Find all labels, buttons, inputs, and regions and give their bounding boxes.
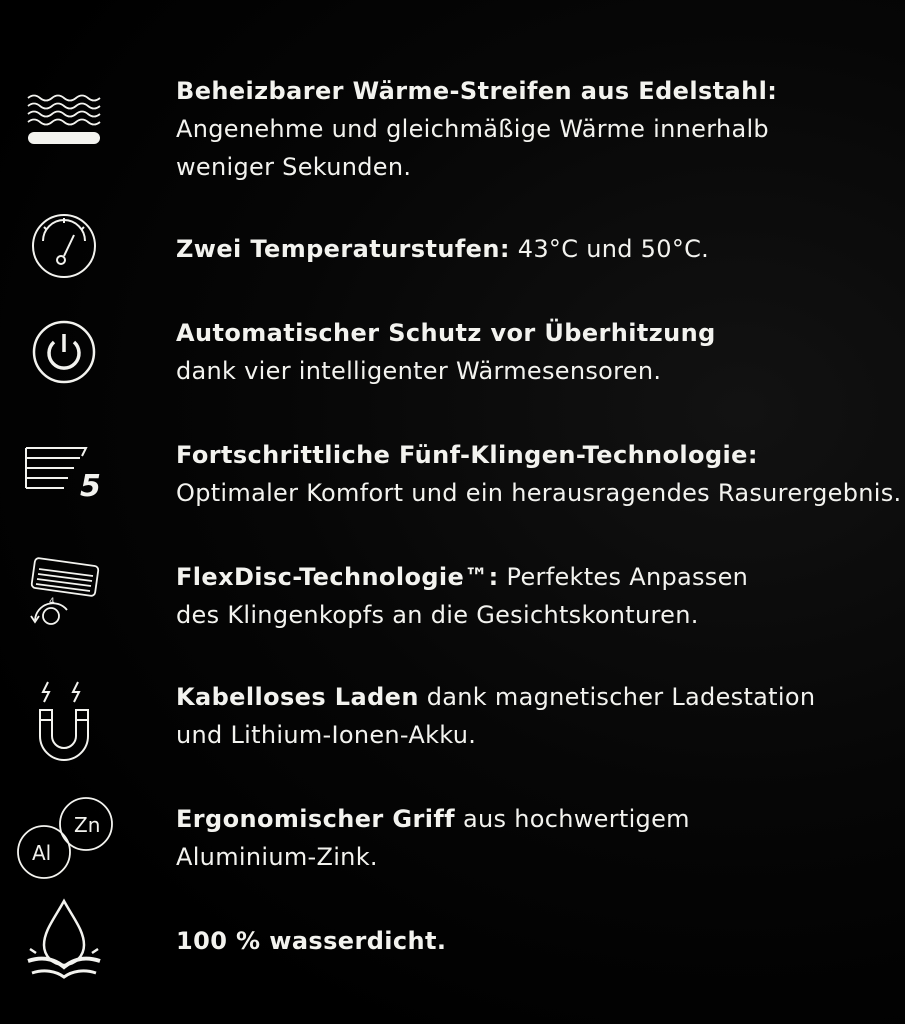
feature-title: Ergonomischer Griff (176, 805, 456, 833)
feature-text (176, 314, 901, 390)
svg-text:4: 4 (49, 597, 55, 607)
svg-text:Zn: Zn (74, 813, 101, 837)
feature-title: FlexDisc-Technologie™: (176, 563, 499, 591)
feature-title: Automatischer Schutz vor Überhitzung (176, 319, 716, 347)
svg-text:5: 5 (80, 469, 101, 504)
feature-description: aus hochwertigem (455, 805, 690, 833)
water-drop-icon (14, 890, 114, 990)
heating-strip-icon (14, 70, 114, 170)
feature-description: dank magnetischer Ladestation (418, 683, 816, 711)
feature-description: und Lithium-Ionen-Akku. (176, 721, 477, 749)
feature-title: Beheizbarer Wärme-Streifen aus Edelstahl: (176, 77, 778, 105)
power-icon (14, 302, 114, 402)
feature-title: Kabelloses Laden (176, 683, 419, 711)
feature-text (176, 678, 901, 754)
feature-description: 43°C und 50°C. (509, 235, 710, 263)
five-blades-icon (14, 420, 114, 520)
feature-title: Fortschrittliche Fünf-Klingen-Technologie: (176, 441, 758, 469)
feature-text (176, 72, 901, 186)
flexdisc-blade-icon (14, 546, 114, 646)
aluminium-zinc-icon (14, 788, 114, 888)
feature-text (176, 922, 901, 960)
feature-description: Perfektes Anpassen (498, 563, 749, 591)
feature-description: weniger Sekunden. (176, 153, 412, 181)
feature-text (176, 558, 901, 634)
feature-description: Angenehme und gleichmäßige Wärme innerhalb (176, 115, 769, 143)
feature-title: Zwei Temperaturstufen: (176, 235, 510, 263)
feature-description: des Klingenkopfs an die Gesichtskonturen. (176, 601, 699, 629)
feature-description: Optimaler Komfort und ein herausragendes Rasurergebnis. (176, 479, 902, 507)
thermometer-dial-icon (14, 196, 114, 296)
svg-text:Al: Al (32, 841, 52, 865)
feature-description: dank vier intelligenter Wärmesensoren. (176, 357, 662, 385)
magnet-charging-icon (14, 670, 114, 770)
feature-text (176, 230, 901, 268)
feature-description: Aluminium-Zink. (176, 843, 378, 871)
feature-text (176, 800, 901, 876)
feature-text (176, 436, 901, 512)
feature-title: 100 % wasserdicht. (176, 927, 447, 955)
